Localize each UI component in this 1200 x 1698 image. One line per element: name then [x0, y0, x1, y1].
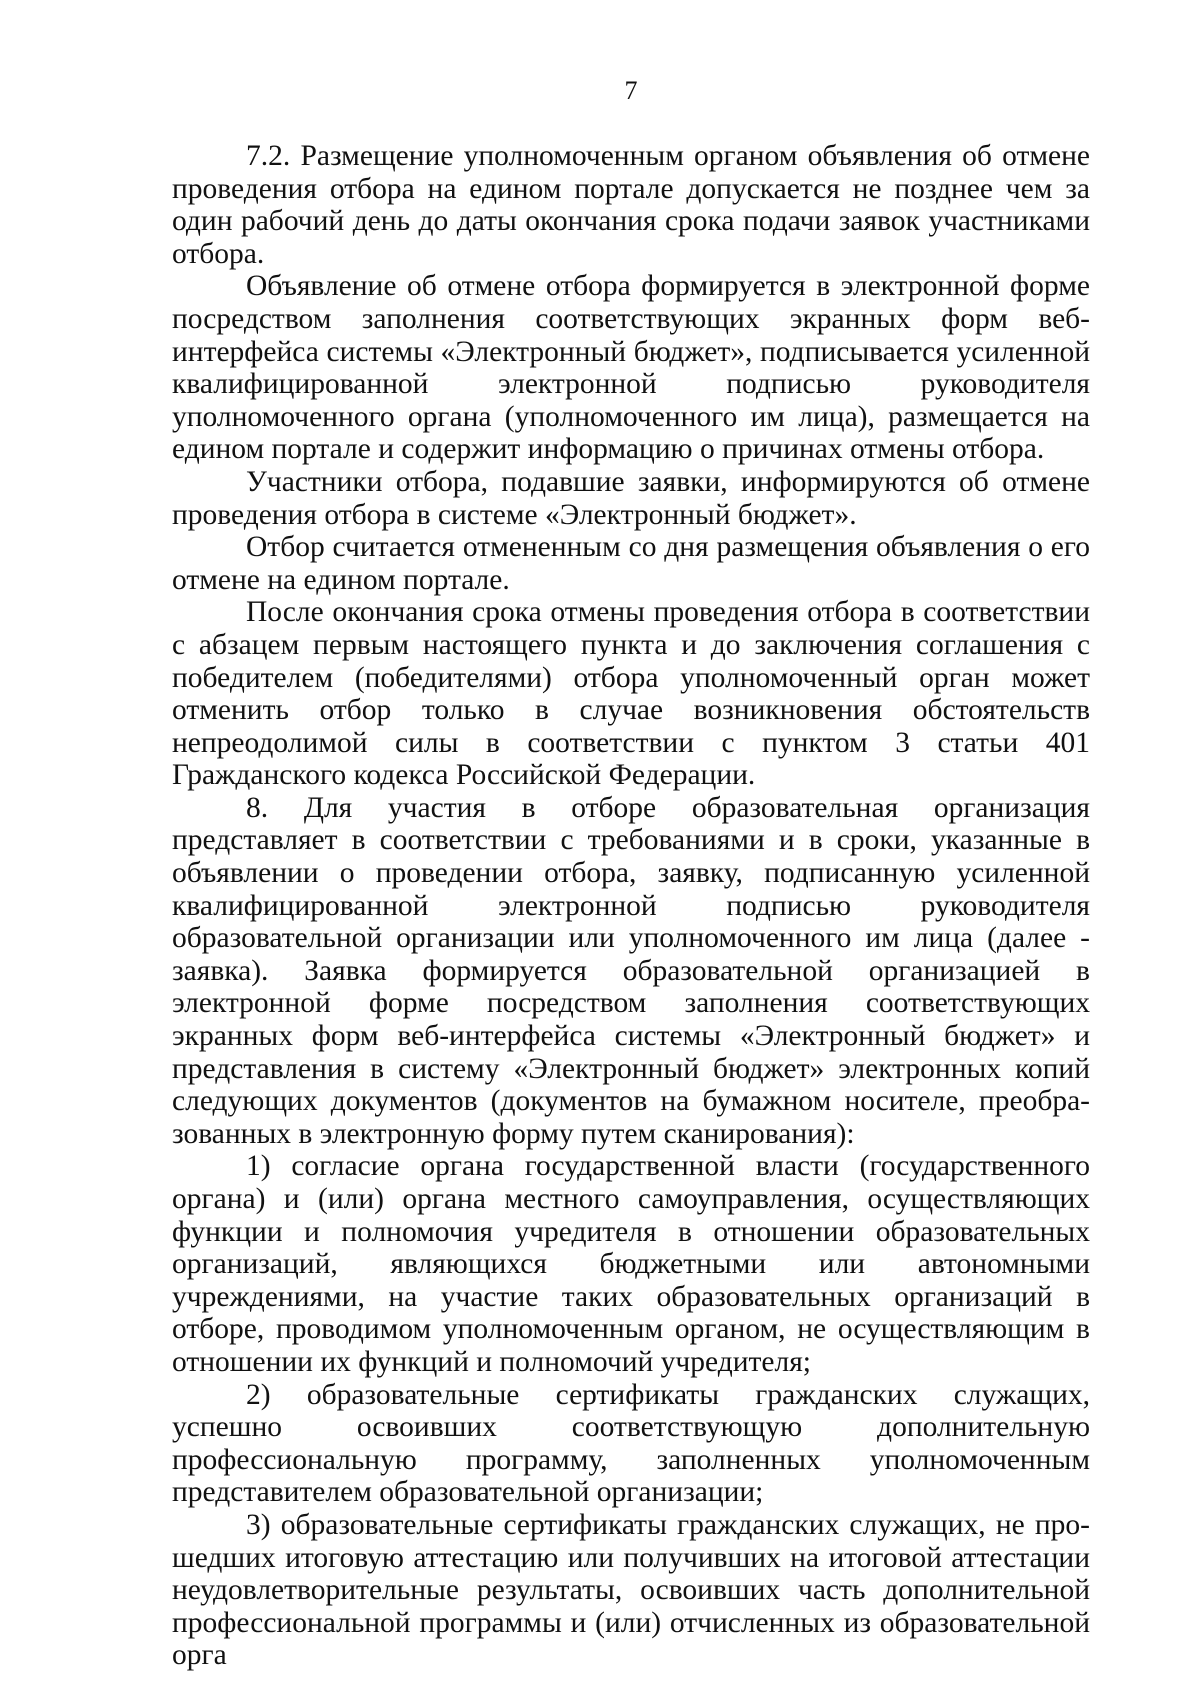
page-number: 7 [624, 76, 638, 105]
paragraph-8-application: 8. Для участия в отборе образовательная организация представляет в соответствии с требованиями и в сроки, указанные в объявлении о проведении отбора, заявку, подписанную усиленной квалифицированной электронной подписью руководителя образовательной организации или уполномоченного им лица (далее - заявка). Заявка формируется образовательной организацией в электронной форме посредством заполнения соответствующих экранных форм веб-интерфейса системы «Электронный бюджет» и представления в систему «Электронный бюджет» электронных копий следующих документов (документов на бумажном носителе, преобразованных в электронную форму путем сканирования): [172, 791, 1090, 1150]
list-item-1-consent: 1) согласие органа государственной власти (государственного органа) и (или) органа местного самоуправления, осуществляющих функции и полномочия учредителя в отношении образовательных организаций, являющихся бюджетными или автономными учреждениями, на участие таких образовательных организаций в отборе, проводимом уполномоченным органом, не осуществляющим в отношении их функций и полномочий учредителя; [172, 1150, 1090, 1378]
paragraph-cancellation-notice: Объявление об отмене отбора формируется в электронной форме посредством заполнения соответствующих экранных форм веб-интерфейса системы «Электронный бюджет», подписывается усиленной квалифицированной электронной подписью руководителя уполномоченного органа (уполномоченного им лица), размещается на едином портале и содержит информацию о причинах отмены отбора. [172, 270, 1090, 466]
list-item-3-certificates: 3) образовательные сертификаты гражданских служащих, не прошедших итоговую аттестацию или получивших на итоговой аттестации неудовлетворительные результаты, освоивших часть дополнительной профессиональной программы и (или) отчисленных из образовательной орга [172, 1508, 1090, 1672]
paragraph-force-majeure: После окончания срока отмены проведения отбора в соответствии с абзацем первым настоящего пункта и до заключения соглашения с победителем (победителями) отбора уполномоченный орган может отменить отбор только в случае возникновения обстоятельств непреодолимой силы в соответствии с пунктом 3 статьи 401 Гражданского кодекса Российской Федерации. [172, 596, 1090, 792]
paragraph-cancellation-effective: Отбор считается отмененным со дня размещения объявления о его отмене на едином портале. [172, 531, 1090, 596]
list-item-2-certificates: 2) образовательные сертификаты гражданских служащих, успешно освоивших соответствующую дополнительную профессиональную программу, заполненных уполномоченным представителем образовательной организации; [172, 1378, 1090, 1509]
document-body [172, 140, 1090, 1672]
paragraph-7-2: 7.2. Размещение уполномоченным органом объявления об отмене проведения отбора на едином портале допускается не позднее чем за один рабочий день до даты окончания срока подачи заявок участниками отбора. [172, 140, 1090, 270]
paragraph-participants-informed: Участники отбора, подавшие заявки, информируются об отмене проведения отбора в системе «Электронный бюджет». [172, 465, 1090, 531]
